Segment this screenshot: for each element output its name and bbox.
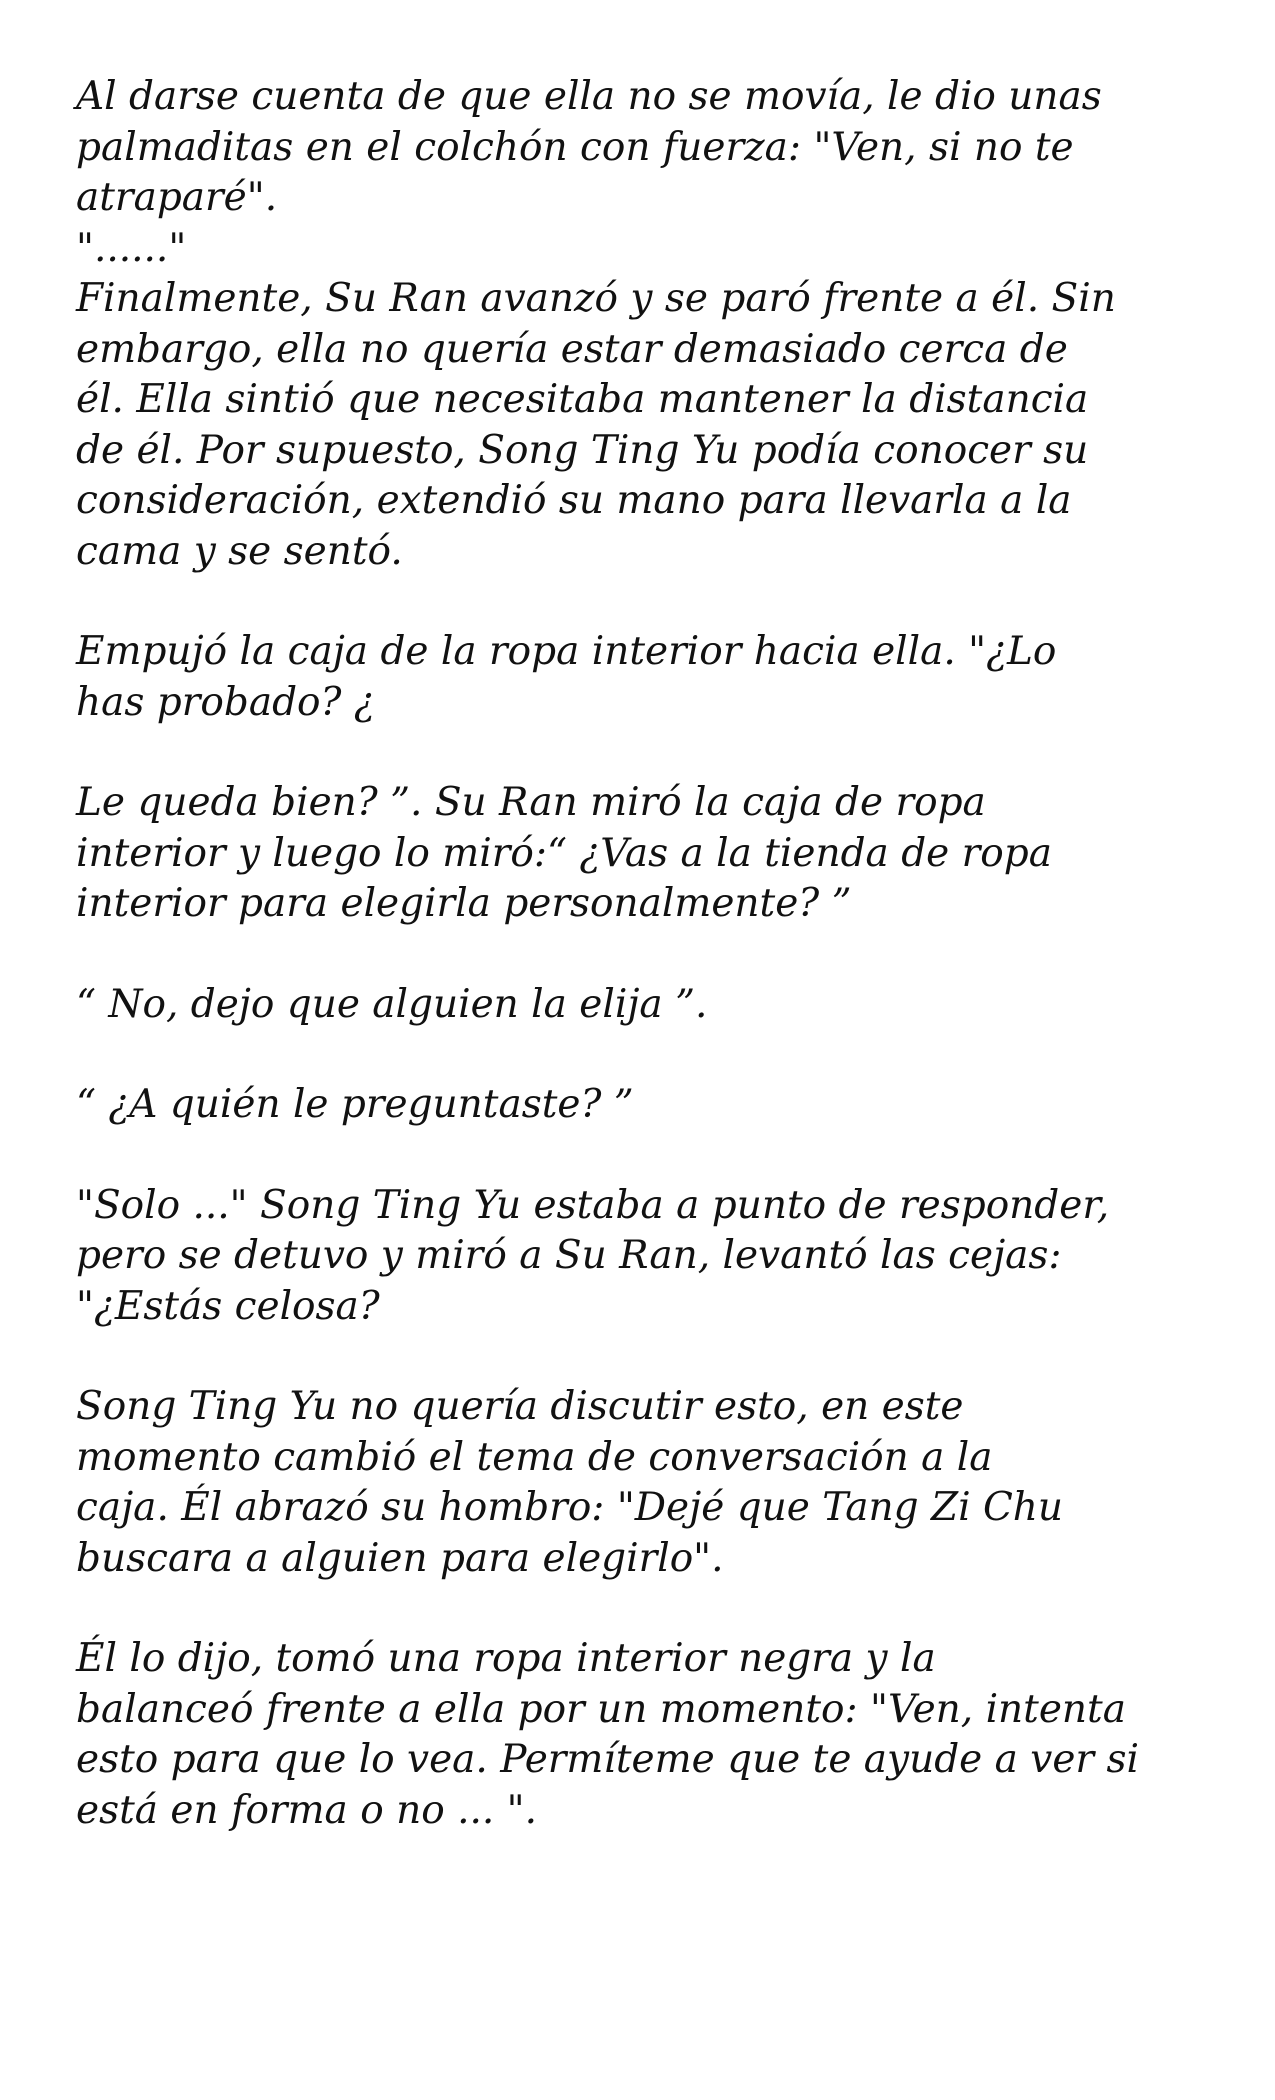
paragraph: Empujó la caja de la ropa interior hacia ella. "¿Lo has probado? ¿ bbox=[76, 629, 1057, 725]
text-column bbox=[76, 72, 1216, 1886]
paragraph: Song Ting Yu no quería discutir esto, en este momento cambió el tema de conversación a la caja. Él abrazó su hombro: "Dejé que Tang Zi Chu buscara a alguien para elegirlo". bbox=[76, 1384, 1064, 1581]
paragraph: Le queda bien? ”. Su Ran miró la caja de ropa interior y luego lo miró:“ ¿Vas a la tienda de ropa interior para elegirla personalmente? ” bbox=[76, 780, 1052, 926]
paragraph: Al darse cuenta de que ella no se movía, le dio unas palmaditas en el colchón con fuerza: "Ven, si no te atraparé". bbox=[76, 74, 1102, 220]
paragraph: "......" bbox=[76, 225, 187, 271]
paragraph: Finalmente, Su Ran avanzó y se paró frente a él. Sin embargo, ella no quería estar demasiado cerca de él. Ella sintió que necesitaba mantener la distancia de él. Por supuesto, Song Ting Yu podía conocer su consideración, extendió su mano para llevarla a la cama y se sentó. bbox=[76, 276, 1116, 574]
paragraph: Él lo dijo, tomó una ropa interior negra y la balanceó frente a ella por un momento: "Ven, intenta esto para que lo vea. Permíteme que te ayude a ver si está en forma o no ... ". bbox=[76, 1636, 1139, 1833]
paragraph: “ No, dejo que alguien la elija ”. bbox=[76, 981, 708, 1027]
paragraph: “ ¿A quién le preguntaste? ” bbox=[76, 1082, 634, 1127]
paragraph: "Solo ..." Song Ting Yu estaba a punto de responder, pero se detuvo y miró a Su Ran, levantó las cejas: "¿Estás celosa? bbox=[76, 1182, 1110, 1329]
